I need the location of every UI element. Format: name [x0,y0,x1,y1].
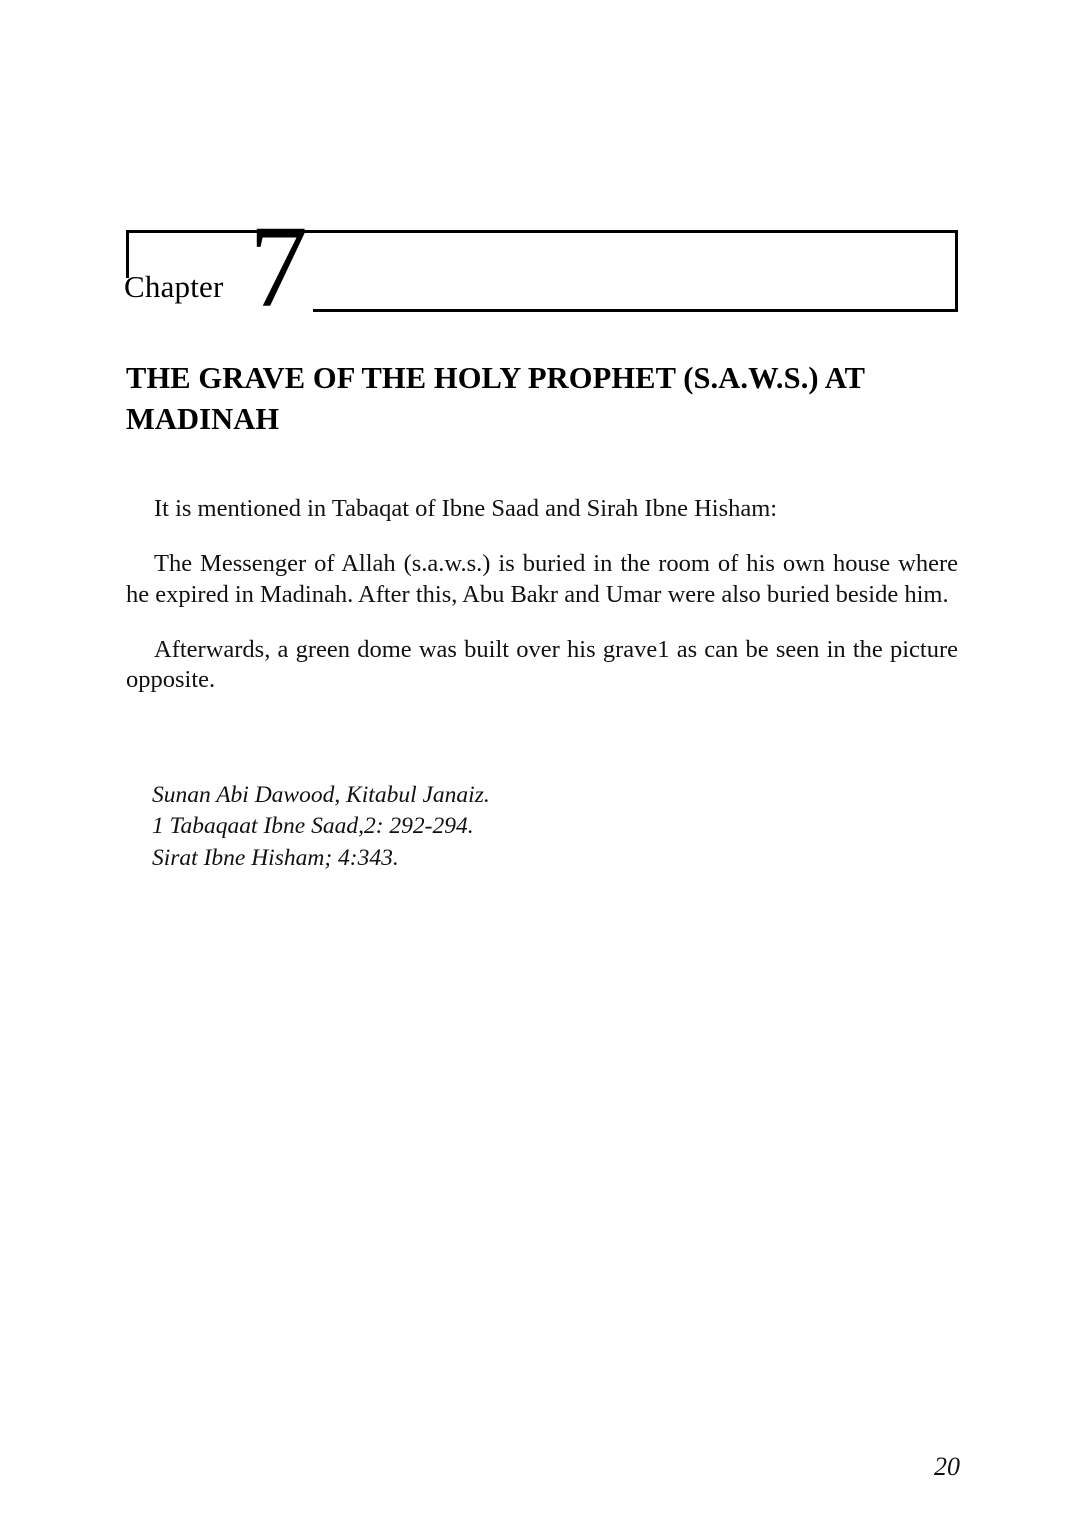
reference-line: Sunan Abi Dawood, Kitabul Janaiz. [152,782,490,808]
body-text [126,494,958,696]
reference-list [152,780,852,874]
body-paragraph: Afterwards, a green dome was built over his grave1 as can be seen in the picture opposite. [126,635,958,694]
reference-line: Sirat Ibne Hisham; 4:343. [152,844,399,871]
chapter-header [124,201,958,332]
chapter-number: 7 [249,201,308,332]
body-paragraph: It is mentioned in Tabaqat of Ibne Saad and Sirah Ibne Hisham: [154,495,778,522]
chapter-rule-bottom-icon [313,309,958,312]
reference-line: 1 Tabaqaat Ibne Saad,2: 292-294. [152,813,474,840]
chapter-rule-right-icon [955,230,958,312]
page-title: THE GRAVE OF THE HOLY PROPHET (S.A.W.S.) AT MADINAH [126,361,865,436]
page-number: 20 [934,1452,960,1481]
body-paragraph: The Messenger of Allah (s.a.w.s.) is buried in the room of his own house where he expired in Madinah. After this, Abu Bakr and Umar were also buried beside him. [126,549,958,608]
chapter-label: Chapter [124,269,224,304]
